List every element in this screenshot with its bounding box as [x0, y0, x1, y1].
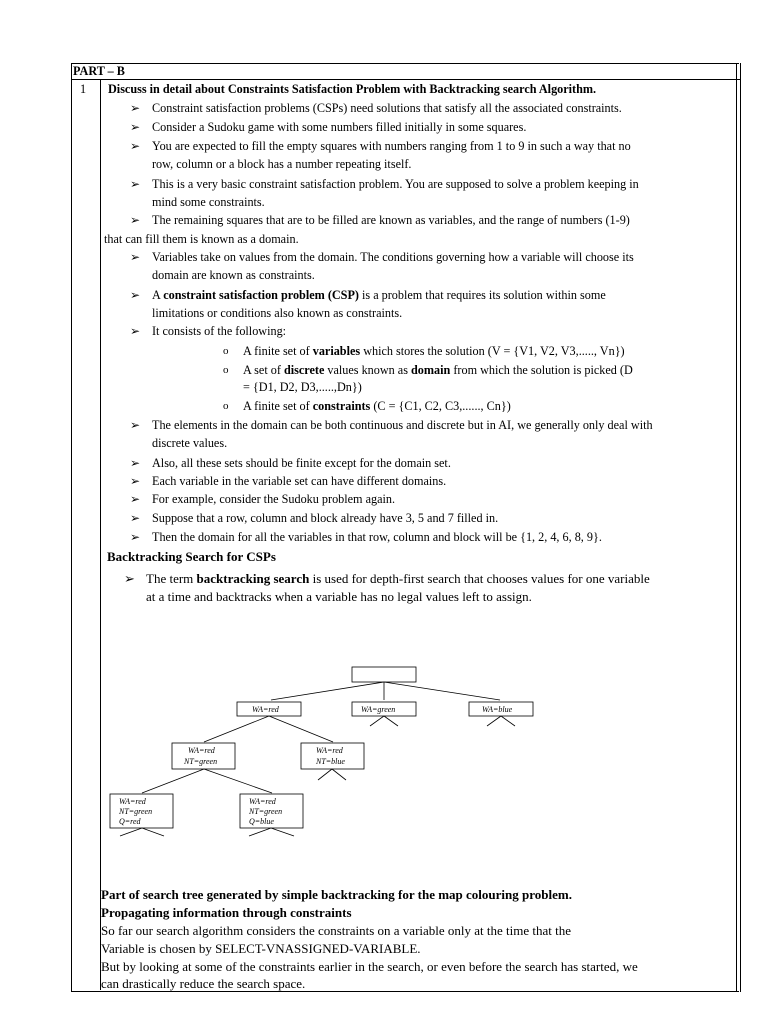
tree-label-l3b-nt: NT=green — [249, 807, 283, 816]
paragraph-by-looking-cont: can drastically reduce the search space. — [101, 976, 306, 991]
bullet-arrow-icon: ➢ — [130, 418, 141, 432]
tree-label-l2a-wa: WA=red — [188, 746, 215, 755]
tree-label-wa-red: WA=red — [252, 705, 279, 714]
bullet-domain-result: Then the domain for all the variables in that row, column and block will be {1, 2, 4, 6, 8, 9}. — [152, 530, 602, 544]
bullet-domain: Variables take on values from the domain. The conditions governing how a variable will choose its — [152, 250, 634, 264]
table-right-border — [736, 63, 737, 992]
bullet-arrow-icon: ➢ — [130, 120, 141, 134]
paragraph-so-far: So far our search algorithm considers the constraints on a variable only at the time that the — [101, 923, 572, 938]
bullet-arrow-icon: ➢ — [130, 474, 141, 488]
backtracking-heading: Backtracking Search for CSPs — [107, 549, 276, 564]
bullet-elements-domain-cont: discrete values. — [152, 436, 228, 450]
bullet-arrow-icon: ➢ — [130, 139, 141, 153]
sub-bullet-variables: A finite set of variables which stores the solution (V = {V1, V2, V3,....., Vn}) — [243, 344, 625, 358]
backtracking-definition: The term backtracking search is used for depth-first search that chooses values for one variable — [146, 571, 650, 586]
bullet-finite-sets: Also, all these sets should be finite except for the domain set. — [152, 456, 451, 470]
header-divider — [71, 79, 741, 80]
bullet-row-filled: Suppose that a row, column and block already have 3, 5 and 7 filled in. — [152, 511, 499, 525]
bullet-consists-of: It consists of the following: — [152, 324, 287, 338]
propagating-heading: Propagating information through constraints — [101, 905, 352, 920]
bullet-fill-squares: You are expected to fill the empty squares with numbers ranging from 1 to 9 in such a way that no — [152, 139, 631, 153]
bullet-csp-definition-cont: limitations or conditions also known as constraints. — [152, 306, 403, 320]
circle-bullet-icon: o — [223, 345, 229, 357]
bullet-csp-solutions: Constraint satisfaction problems (CSPs) need solutions that satisfy all the associated constraints. — [152, 101, 622, 115]
bullet-variables: The remaining squares that are to be filled are known as variables, and the range of numbers (1-9) — [152, 213, 630, 227]
bullet-arrow-icon: ➢ — [130, 101, 141, 115]
bullet-basic-csp: This is a very basic constraint satisfaction problem. You are supposed to solve a problem keeping in — [152, 177, 639, 191]
tree-label-l2a-nt: NT=green — [184, 757, 218, 766]
circle-bullet-icon: o — [223, 400, 229, 412]
circle-bullet-icon: o — [223, 364, 229, 376]
paragraph-so-far-cont: Variable is chosen by SELECT-VNASSIGNED-VARIABLE. — [101, 941, 421, 956]
search-tree-diagram — [100, 660, 540, 840]
tree-label-l3a-nt: NT=green — [119, 807, 153, 816]
bullet-arrow-icon: ➢ — [130, 213, 141, 227]
bullet-arrow-icon: ➢ — [130, 250, 141, 264]
tree-root-node — [352, 667, 416, 682]
number-column-divider — [100, 79, 101, 990]
tree-label-l3b-wa: WA=red — [249, 797, 276, 806]
bullet-variables-cont: that can fill them is known as a domain. — [104, 232, 299, 246]
paragraph-by-looking: But by looking at some of the constraints earlier in the search, or even before the search has started, we — [101, 959, 638, 974]
bullet-sudoku: Consider a Sudoku game with some numbers filled initially in some squares. — [152, 120, 527, 134]
sub-bullet-constraints: A finite set of constraints (C = {C1, C2, C3,......, Cn}) — [243, 399, 511, 413]
question-number: 1 — [80, 82, 87, 96]
figure-caption: Part of search tree generated by simple backtracking for the map colouring problem. — [101, 887, 572, 902]
tree-label-l3a-wa: WA=red — [119, 797, 146, 806]
bullet-basic-csp-cont: mind some constraints. — [152, 195, 265, 209]
bullet-arrow-icon: ➢ — [130, 456, 141, 470]
bullet-domain-cont: domain are known as constraints. — [152, 268, 315, 282]
bullet-fill-squares-cont: row, column or a block has a number repeating itself. — [152, 157, 412, 171]
question-heading: Discuss in detail about Constraints Satisfaction Problem with Backtracking search Algorithm. — [108, 82, 597, 96]
sub-bullet-domain: A set of discrete values known as domain from which the solution is picked (D — [243, 363, 633, 377]
section-title: PART – B — [73, 64, 125, 78]
tree-label-wa-blue: WA=blue — [482, 705, 513, 714]
bullet-arrow-icon: ➢ — [130, 288, 141, 302]
bullet-sudoku-again: For example, consider the Sudoku problem again. — [152, 492, 396, 506]
tree-label-l3b-q: Q=blue — [249, 817, 274, 826]
bullet-different-domains: Each variable in the variable set can have different domains. — [152, 474, 447, 488]
table-right-border-double — [740, 63, 741, 992]
backtracking-definition-cont: at a time and backtracks when a variable has no legal values left to assign. — [146, 589, 532, 604]
tree-label-wa-green: WA=green — [361, 705, 396, 714]
sub-bullet-domain-cont: = {D1, D2, D3,.....,Dn}) — [243, 380, 362, 394]
tree-label-l2b-wa: WA=red — [316, 746, 343, 755]
bullet-arrow-icon: ➢ — [130, 177, 141, 191]
bullet-arrow-icon: ➢ — [130, 511, 141, 525]
tree-label-l3a-q: Q=red — [119, 817, 141, 826]
bullet-arrow-icon: ➢ — [130, 324, 141, 338]
bullet-csp-definition: A constraint satisfaction problem (CSP) is a problem that requires its solution within some — [152, 288, 606, 302]
bullet-elements-domain: The elements in the domain can be both continuous and discrete but in AI, we generally only deal with — [152, 418, 653, 432]
bullet-arrow-icon: ➢ — [124, 571, 135, 586]
bullet-arrow-icon: ➢ — [130, 530, 141, 544]
tree-label-l2b-nt: NT=blue — [316, 757, 345, 766]
bullet-arrow-icon: ➢ — [130, 492, 141, 506]
